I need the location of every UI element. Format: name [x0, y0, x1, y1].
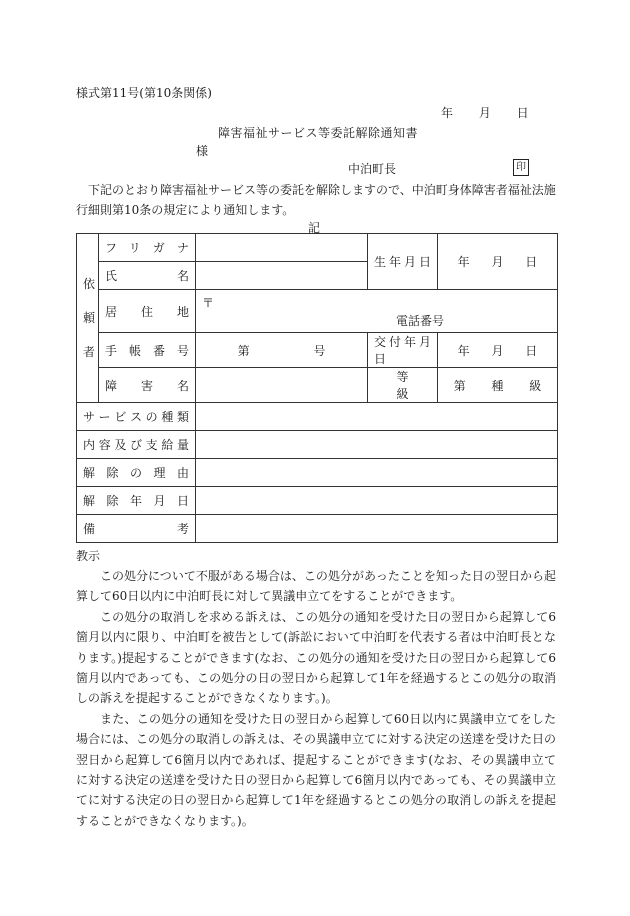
intro-paragraph: 下記のとおり障害福祉サービス等の委託を解除しますので、中泊町身体障害者福祉法施行細則第10条の規定により通知します。 [76, 183, 556, 217]
ki-heading: 記 [308, 221, 321, 235]
issuer-name: 中泊町長 [348, 162, 397, 176]
cancel-date-field[interactable] [196, 487, 558, 515]
address-field[interactable] [196, 290, 558, 333]
reason-label: 解除の理由 [77, 459, 196, 487]
remarks-label: 備考 [77, 515, 196, 543]
addressee-suffix: 様 [196, 144, 209, 158]
birthdate-field[interactable]: 年 月 日 [438, 234, 558, 290]
form-number: 様式第11号(第10条関係) [76, 86, 212, 100]
content-amount-label: 内容及び支給量 [77, 431, 196, 459]
phone-label: 電話番号 [396, 314, 445, 328]
name-field[interactable] [196, 262, 368, 290]
issue-date-field[interactable]: 年 月 日 [438, 333, 558, 368]
type-grade-field[interactable]: 第 種 級 [438, 368, 558, 403]
disability-name-label: 障害名 [99, 368, 196, 403]
seal-mark: 印 [513, 159, 529, 176]
postal-mark: 〒 [202, 296, 215, 310]
notice-text [76, 566, 556, 831]
notice-paragraph: この処分について不服がある場合は、この処分があったことを知った日の翌日から起算して60日以内に中泊町長に対して異議申立てをすることができます。 [76, 569, 556, 604]
handbook-number-label: 手帳番号 [99, 333, 196, 368]
name-label: 氏名 [99, 262, 196, 290]
reason-field[interactable] [196, 459, 558, 487]
birthdate-label: 生年月日 [368, 234, 438, 290]
cancel-date-label: 解除年月日 [77, 487, 196, 515]
notice-paragraph: また、この処分の通知を受けた日の翌日から起算して60日以内に異議申立てをした場合には、この処分の取消しの訴えは、その異議申立てに対する決定の送達を受けた日の翌日から起算して6箇月以内であれば、提起することができます(なお、その異議申立てに対する決定の送達を受けた日の翌日から起算して6箇月以内であっても、その異議申立てに対する決定の日の翌日から起算して1年を経過するとこの処分の取消しの訴えを提起することができなくなります。)。 [76, 711, 557, 828]
issue-date-label: 交付年月日 [368, 333, 438, 368]
notice-label: 教示 [76, 549, 101, 563]
content-amount-field[interactable] [196, 431, 558, 459]
requester-side-label: 依 頼 者 [77, 234, 99, 403]
notice-paragraph: この処分の取消しを求める訴えは、この処分の通知を受けた日の翌日から起算して6箇月以内に限り、中泊町を被告として(訴訟において中泊町を代表する者は中泊町長となります。)提起することができます(なお、この処分の通知を受けた日の翌日から起算して6箇月以内であっても、この処分の日の翌日から起算して1年を経過するとこの処分の取消しの訴えを提起することができなくなります。)。 [76, 609, 556, 706]
furigana-field[interactable] [196, 234, 368, 262]
form-table [76, 233, 558, 543]
issue-date-line: 年 月 日 [441, 106, 529, 120]
grade-field[interactable]: 等 級 [368, 368, 438, 403]
furigana-label: フリガナ [99, 234, 196, 262]
service-type-label: サービスの種類 [77, 403, 196, 431]
document-title: 障害福祉サービス等委託解除通知書 [218, 126, 419, 140]
address-label: 居住地 [99, 290, 196, 333]
disability-name-field[interactable] [196, 368, 368, 403]
remarks-field[interactable] [196, 515, 558, 543]
service-type-field[interactable] [196, 403, 558, 431]
handbook-number-field[interactable]: 第 号 [196, 333, 368, 368]
